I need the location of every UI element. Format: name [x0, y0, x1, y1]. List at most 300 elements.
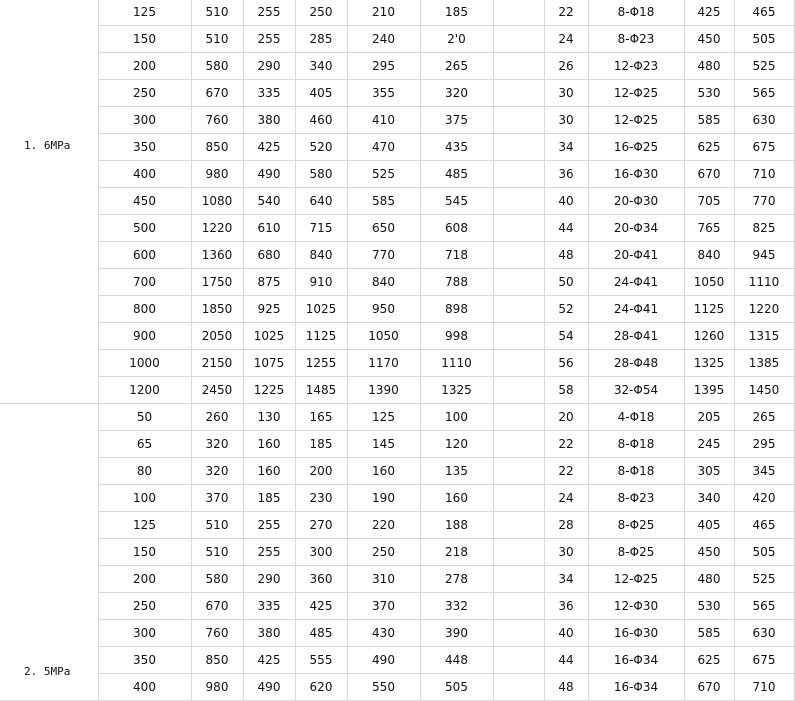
table-row: [0, 566, 794, 593]
table-cell: 945: [734, 242, 794, 269]
table-cell: 100: [98, 485, 191, 512]
table-cell: 625: [684, 134, 734, 161]
table-cell: 640: [295, 188, 347, 215]
table-cell: 185: [295, 431, 347, 458]
table-cell: 460: [295, 107, 347, 134]
table-cell: 625: [684, 647, 734, 674]
table-cell: 380: [243, 620, 295, 647]
table-cell: 490: [347, 647, 420, 674]
table-cell: 250: [98, 593, 191, 620]
table-cell: 1025: [243, 323, 295, 350]
table-cell: 1485: [295, 377, 347, 404]
table-cell: 585: [684, 107, 734, 134]
table-cell: 1260: [684, 323, 734, 350]
table-row: [0, 647, 794, 674]
table-cell: 410: [347, 107, 420, 134]
table-cell: 620: [295, 674, 347, 701]
table-cell: [493, 323, 544, 350]
table-cell: 1025: [295, 296, 347, 323]
table-cell: 188: [420, 512, 493, 539]
table-cell: 250: [98, 80, 191, 107]
table-cell: 44: [544, 647, 588, 674]
table-cell: 24: [544, 485, 588, 512]
table-cell: 32-Φ54: [588, 377, 684, 404]
table-cell: [493, 512, 544, 539]
table-cell: 52: [544, 296, 588, 323]
table-cell: [493, 539, 544, 566]
table-cell: 20-Φ30: [588, 188, 684, 215]
table-cell: 555: [295, 647, 347, 674]
table-cell: 680: [243, 242, 295, 269]
table-cell: 4-Φ18: [588, 404, 684, 431]
table-row: [0, 0, 794, 26]
table-cell: [493, 350, 544, 377]
table-cell: [493, 647, 544, 674]
table-cell: 22: [544, 0, 588, 26]
table-cell: 24-Φ41: [588, 296, 684, 323]
table-cell: 265: [734, 404, 794, 431]
table-cell: 545: [420, 188, 493, 215]
table-cell: 850: [191, 134, 243, 161]
table-cell: 510: [191, 512, 243, 539]
table-cell: 350: [98, 647, 191, 674]
table-cell: 1080: [191, 188, 243, 215]
table-cell: 16-Φ34: [588, 647, 684, 674]
table-cell: 425: [243, 134, 295, 161]
table-cell: 150: [98, 539, 191, 566]
table-cell: 715: [295, 215, 347, 242]
table-cell: 24-Φ41: [588, 269, 684, 296]
table-cell: 370: [191, 485, 243, 512]
table-cell: 44: [544, 215, 588, 242]
table-cell: 700: [98, 269, 191, 296]
table-cell: 28-Φ48: [588, 350, 684, 377]
table-cell: 400: [98, 161, 191, 188]
table-row: [0, 53, 794, 80]
table-cell: 840: [295, 242, 347, 269]
table-cell: 150: [98, 26, 191, 53]
table-row: [0, 593, 794, 620]
table-cell: 125: [347, 404, 420, 431]
table-cell: 520: [295, 134, 347, 161]
table-cell: 465: [734, 0, 794, 26]
table-cell: 200: [98, 566, 191, 593]
pressure-rating-cell: 2. 5MPa: [0, 404, 98, 701]
table-cell: 530: [684, 593, 734, 620]
table-cell: 1325: [420, 377, 493, 404]
table-row: [0, 485, 794, 512]
table-cell: [493, 620, 544, 647]
table-cell: 380: [243, 107, 295, 134]
table-cell: 20-Φ41: [588, 242, 684, 269]
table-row: [0, 323, 794, 350]
table-cell: 825: [734, 215, 794, 242]
table-cell: [493, 485, 544, 512]
table-cell: 425: [243, 647, 295, 674]
table-cell: 335: [243, 593, 295, 620]
table-cell: 56: [544, 350, 588, 377]
table-cell: 80: [98, 458, 191, 485]
table-cell: 16-Φ30: [588, 620, 684, 647]
table-cell: 980: [191, 674, 243, 701]
table-cell: 490: [243, 161, 295, 188]
table-cell: 285: [295, 26, 347, 53]
table-cell: [493, 0, 544, 26]
table-row: [0, 242, 794, 269]
table-cell: 160: [243, 458, 295, 485]
table-cell: 255: [243, 539, 295, 566]
table-cell: 8-Φ25: [588, 539, 684, 566]
table-cell: 1170: [347, 350, 420, 377]
table-cell: 350: [98, 134, 191, 161]
table-cell: 1075: [243, 350, 295, 377]
table-cell: 510: [191, 0, 243, 26]
table-cell: 12-Φ25: [588, 80, 684, 107]
table-cell: 1390: [347, 377, 420, 404]
table-cell: 580: [191, 566, 243, 593]
table-cell: 2050: [191, 323, 243, 350]
table-cell: 290: [243, 53, 295, 80]
table-cell: 1750: [191, 269, 243, 296]
table-cell: 36: [544, 161, 588, 188]
table-cell: 210: [347, 0, 420, 26]
table-cell: 788: [420, 269, 493, 296]
table-row: [0, 80, 794, 107]
table-cell: 200: [98, 53, 191, 80]
table-cell: 510: [191, 26, 243, 53]
table-cell: 22: [544, 431, 588, 458]
table-cell: 135: [420, 458, 493, 485]
table-cell: 295: [347, 53, 420, 80]
table-row: [0, 431, 794, 458]
table-cell: [493, 431, 544, 458]
table-cell: 360: [295, 566, 347, 593]
table-cell: 565: [734, 593, 794, 620]
table-cell: 1395: [684, 377, 734, 404]
table-cell: 30: [544, 80, 588, 107]
table-cell: 405: [295, 80, 347, 107]
table-cell: 448: [420, 647, 493, 674]
table-cell: 185: [420, 0, 493, 26]
table-cell: 22: [544, 458, 588, 485]
table-cell: 525: [347, 161, 420, 188]
table-cell: 530: [684, 80, 734, 107]
table-cell: 100: [420, 404, 493, 431]
table-cell: [493, 269, 544, 296]
table-cell: 1220: [734, 296, 794, 323]
table-cell: 30: [544, 539, 588, 566]
table-cell: 770: [347, 242, 420, 269]
table-cell: 900: [98, 323, 191, 350]
table-cell: 120: [420, 431, 493, 458]
table-cell: [493, 458, 544, 485]
table-cell: 1850: [191, 296, 243, 323]
table-cell: [493, 26, 544, 53]
table-cell: 1325: [684, 350, 734, 377]
table-cell: 130: [243, 404, 295, 431]
table-cell: 485: [420, 161, 493, 188]
table-cell: 200: [295, 458, 347, 485]
table-cell: 370: [347, 593, 420, 620]
table-cell: 1200: [98, 377, 191, 404]
table-cell: 565: [734, 80, 794, 107]
table-row: [0, 674, 794, 701]
table-cell: 50: [98, 404, 191, 431]
table-cell: 630: [734, 620, 794, 647]
table-cell: 300: [98, 620, 191, 647]
table-cell: [493, 593, 544, 620]
table-cell: 375: [420, 107, 493, 134]
table-cell: [493, 80, 544, 107]
table-row: [0, 404, 794, 431]
table-cell: 48: [544, 674, 588, 701]
table-cell: 12-Φ25: [588, 107, 684, 134]
table-cell: [493, 296, 544, 323]
table-cell: 505: [734, 26, 794, 53]
table-cell: 48: [544, 242, 588, 269]
table-row: [0, 134, 794, 161]
table-cell: 12-Φ25: [588, 566, 684, 593]
table-cell: 8-Φ18: [588, 431, 684, 458]
table-cell: 16-Φ25: [588, 134, 684, 161]
table-cell: 1225: [243, 377, 295, 404]
table-cell: 335: [243, 80, 295, 107]
table-cell: 420: [734, 485, 794, 512]
table-cell: 8-Φ18: [588, 0, 684, 26]
table-cell: 1125: [684, 296, 734, 323]
table-row: [0, 512, 794, 539]
table-cell: 430: [347, 620, 420, 647]
table-cell: 490: [243, 674, 295, 701]
table-cell: 1050: [684, 269, 734, 296]
table-cell: 705: [684, 188, 734, 215]
table-row: [0, 296, 794, 323]
table-cell: 770: [734, 188, 794, 215]
table-cell: 34: [544, 134, 588, 161]
table-cell: 255: [243, 0, 295, 26]
table-cell: 20-Φ34: [588, 215, 684, 242]
table-cell: 26: [544, 53, 588, 80]
table-cell: 40: [544, 188, 588, 215]
table-cell: 36: [544, 593, 588, 620]
table-cell: 30: [544, 107, 588, 134]
table-cell: 525: [734, 53, 794, 80]
table-cell: [493, 53, 544, 80]
table-cell: 278: [420, 566, 493, 593]
table-cell: 610: [243, 215, 295, 242]
table-cell: 165: [295, 404, 347, 431]
table-cell: 925: [243, 296, 295, 323]
table-cell: 480: [684, 53, 734, 80]
table-cell: 160: [243, 431, 295, 458]
table-cell: 16-Φ30: [588, 161, 684, 188]
table-cell: 450: [684, 26, 734, 53]
table-cell: 345: [734, 458, 794, 485]
table-row: [0, 269, 794, 296]
table-cell: [493, 566, 544, 593]
table-row: [0, 350, 794, 377]
table-cell: 580: [295, 161, 347, 188]
table-cell: [493, 134, 544, 161]
table-cell: 608: [420, 215, 493, 242]
table-cell: 600: [98, 242, 191, 269]
table-cell: 585: [684, 620, 734, 647]
table-cell: 8-Φ18: [588, 458, 684, 485]
table-cell: 340: [684, 485, 734, 512]
table-cell: 670: [191, 80, 243, 107]
table-cell: 470: [347, 134, 420, 161]
table-cell: [493, 674, 544, 701]
table-cell: 450: [98, 188, 191, 215]
table-cell: 950: [347, 296, 420, 323]
table-cell: 525: [734, 566, 794, 593]
table-cell: 1360: [191, 242, 243, 269]
table-cell: 320: [191, 431, 243, 458]
table-cell: 8-Φ23: [588, 26, 684, 53]
table-cell: 2'0: [420, 26, 493, 53]
table-cell: 205: [684, 404, 734, 431]
table-cell: 50: [544, 269, 588, 296]
table-cell: 20: [544, 404, 588, 431]
table-cell: 710: [734, 674, 794, 701]
table-cell: 185: [243, 485, 295, 512]
table-cell: 300: [98, 107, 191, 134]
table-cell: 2450: [191, 377, 243, 404]
table-cell: 840: [347, 269, 420, 296]
table-cell: 1000: [98, 350, 191, 377]
table-row: [0, 26, 794, 53]
table-cell: 54: [544, 323, 588, 350]
table-cell: 270: [295, 512, 347, 539]
table-cell: [493, 404, 544, 431]
table-cell: 585: [347, 188, 420, 215]
table-cell: 540: [243, 188, 295, 215]
table-cell: 190: [347, 485, 420, 512]
table-cell: 12-Φ23: [588, 53, 684, 80]
table-cell: 390: [420, 620, 493, 647]
table-cell: 1315: [734, 323, 794, 350]
table-cell: 58: [544, 377, 588, 404]
table-cell: 245: [684, 431, 734, 458]
table-cell: 800: [98, 296, 191, 323]
table-cell: 1255: [295, 350, 347, 377]
table-cell: 340: [295, 53, 347, 80]
table-cell: 145: [347, 431, 420, 458]
table-cell: 765: [684, 215, 734, 242]
table-cell: 425: [295, 593, 347, 620]
table-cell: 265: [420, 53, 493, 80]
table-row: [0, 539, 794, 566]
table-row: [0, 215, 794, 242]
table-cell: [493, 188, 544, 215]
table-cell: 255: [243, 26, 295, 53]
table-cell: 28-Φ41: [588, 323, 684, 350]
table-cell: [493, 242, 544, 269]
table-cell: 710: [734, 161, 794, 188]
table-row: [0, 107, 794, 134]
table-cell: 28: [544, 512, 588, 539]
table-cell: 300: [295, 539, 347, 566]
table-cell: [493, 377, 544, 404]
table-cell: 310: [347, 566, 420, 593]
table-cell: 760: [191, 107, 243, 134]
table-cell: 425: [684, 0, 734, 26]
table-cell: 125: [98, 512, 191, 539]
table-cell: 16-Φ34: [588, 674, 684, 701]
table-cell: 435: [420, 134, 493, 161]
table-cell: 1110: [734, 269, 794, 296]
table-row: [0, 188, 794, 215]
table-cell: 34: [544, 566, 588, 593]
table-cell: 320: [420, 80, 493, 107]
table-row: [0, 458, 794, 485]
table-cell: 500: [98, 215, 191, 242]
table-cell: 670: [684, 674, 734, 701]
table-cell: [493, 161, 544, 188]
table-cell: [493, 107, 544, 134]
table-cell: 24: [544, 26, 588, 53]
table-cell: 250: [295, 0, 347, 26]
table-cell: 8-Φ25: [588, 512, 684, 539]
table-row: [0, 377, 794, 404]
table-cell: 400: [98, 674, 191, 701]
table-cell: 290: [243, 566, 295, 593]
table-cell: 160: [420, 485, 493, 512]
table-cell: 580: [191, 53, 243, 80]
table-cell: 320: [191, 458, 243, 485]
pressure-rating-cell: 1. 6MPa: [0, 0, 98, 404]
table-cell: [493, 215, 544, 242]
table-cell: 898: [420, 296, 493, 323]
table-cell: 230: [295, 485, 347, 512]
table-cell: 718: [420, 242, 493, 269]
table-row: [0, 620, 794, 647]
table-cell: 405: [684, 512, 734, 539]
table-cell: 450: [684, 539, 734, 566]
table-cell: 355: [347, 80, 420, 107]
table-cell: 650: [347, 215, 420, 242]
table-cell: 675: [734, 647, 794, 674]
table-cell: 125: [98, 0, 191, 26]
table-cell: 1110: [420, 350, 493, 377]
table-row: [0, 161, 794, 188]
table-cell: 875: [243, 269, 295, 296]
table-cell: 505: [734, 539, 794, 566]
table-cell: 1385: [734, 350, 794, 377]
table-cell: 760: [191, 620, 243, 647]
table-cell: 505: [420, 674, 493, 701]
table-cell: 980: [191, 161, 243, 188]
table-cell: 12-Φ30: [588, 593, 684, 620]
table-cell: 670: [684, 161, 734, 188]
table-cell: 840: [684, 242, 734, 269]
table-cell: 510: [191, 539, 243, 566]
table-cell: 485: [295, 620, 347, 647]
table-cell: 40: [544, 620, 588, 647]
table-cell: 255: [243, 512, 295, 539]
table-cell: 670: [191, 593, 243, 620]
table-cell: 1050: [347, 323, 420, 350]
table-cell: 1450: [734, 377, 794, 404]
table-cell: 1125: [295, 323, 347, 350]
table-cell: 218: [420, 539, 493, 566]
table-cell: 1220: [191, 215, 243, 242]
table-cell: 305: [684, 458, 734, 485]
table-cell: 250: [347, 539, 420, 566]
table-cell: 332: [420, 593, 493, 620]
table-cell: 910: [295, 269, 347, 296]
table-cell: 160: [347, 458, 420, 485]
